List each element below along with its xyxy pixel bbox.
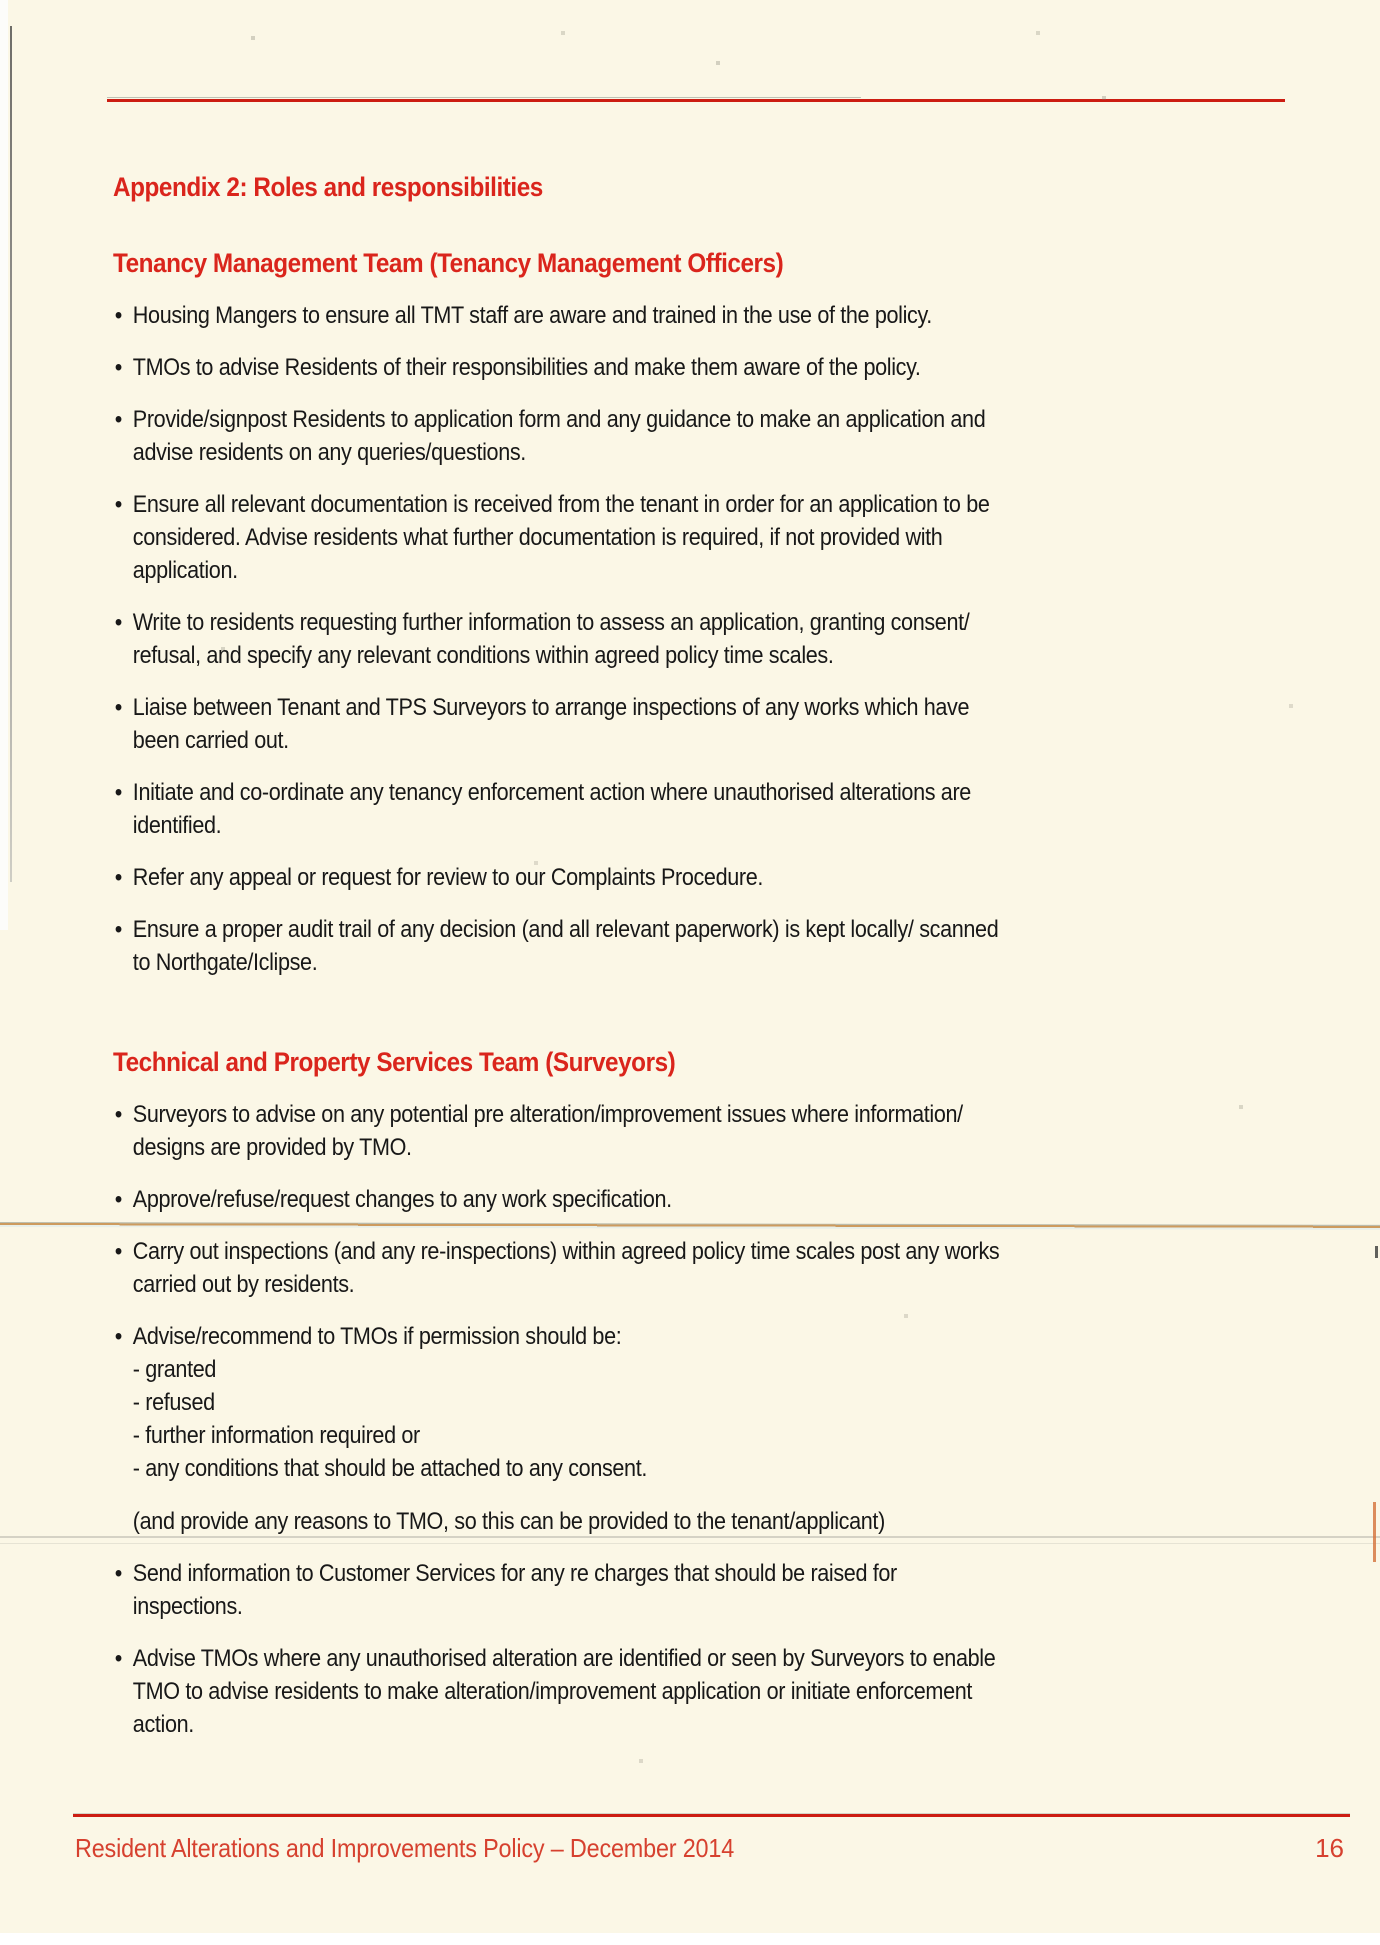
scan-specks — [0, 0, 2, 2]
section-technical-property-services — [113, 1045, 1004, 1741]
sub-item: - further information required or — [132, 1422, 420, 1449]
bullet-item: • TMOs to advise Residents of their responsibilities and make them aware of the policy. — [113, 351, 1004, 384]
bullet-item: • Provide/signpost Residents to application form and any guidance to make an application and advise residents on any queries/questions. — [113, 403, 1004, 469]
footer-rule — [73, 1814, 1350, 1817]
bullet-item: • Write to residents requesting further information to assess an application, granting consent/ refusal, and specify any relevant conditions within agreed policy time scales. — [113, 606, 1004, 672]
sub-item: - granted — [132, 1356, 217, 1383]
section-heading: Tenancy Management Team (Tenancy Management Officers) — [113, 248, 784, 278]
bullet-item: • Refer any appeal or request for review to our Complaints Procedure. — [113, 861, 1004, 894]
section-heading: Technical and Property Services Team (Surveyors) — [113, 1047, 676, 1077]
bullet-item: • Liaise between Tenant and TPS Surveyors to arrange inspections of any works which have been carried out. — [113, 691, 1004, 757]
scan-edge-mark — [1375, 1246, 1378, 1258]
scan-edge-strip — [0, 0, 8, 930]
bullet-item: • Carry out inspections (and any re-inspections) within agreed policy time scales post any works carried out by residents. — [113, 1235, 1004, 1301]
bullet-text: • Advise/recommend to TMOs if permission should be: — [132, 1323, 622, 1350]
bullet-item: • Approve/refuse/request changes to any work specification. — [113, 1183, 1004, 1216]
page-number: 16 — [1315, 1833, 1344, 1863]
scan-edge-sliver — [1373, 1502, 1376, 1562]
bullet-item: • Ensure all relevant documentation is received from the tenant in order for an application to be considered. Advise residents what further documentation is required, if not provided with application. — [113, 488, 1004, 587]
top-rule — [107, 99, 1285, 102]
bullet-note: (and provide any reasons to TMO, so this can be provided to the tenant/applicant) — [132, 1508, 885, 1535]
document-content — [113, 170, 1004, 1741]
bullet-item: • Send information to Customer Services for any re charges that should be raised for inspections. — [113, 1557, 1004, 1623]
bullet-item: • Housing Mangers to ensure all TMT staff are aware and trained in the use of the policy. — [113, 299, 1004, 332]
bullet-item: • Ensure a proper audit trail of any decision (and all relevant paperwork) is kept locally/ scanned to Northgate/Iclipse. — [113, 913, 1004, 979]
sub-item: - refused — [132, 1389, 215, 1416]
bullet-list — [113, 299, 1004, 979]
bullet-item: • Advise TMOs where any unauthorised alteration are identified or seen by Surveyors to enable TMO to advise residents to make alteration/improvement application or initiate enforcement action. — [113, 1642, 1004, 1741]
sub-item: - any conditions that should be attached to any consent. — [132, 1455, 648, 1482]
appendix-title: Appendix 2: Roles and responsibilities — [113, 172, 543, 202]
scan-artifact-vertical-line — [10, 26, 12, 882]
footer-text: Resident Alterations and Improvements Policy – December 2014 — [75, 1833, 735, 1863]
section-tenancy-management — [113, 246, 1004, 979]
bullet-list — [113, 1098, 1004, 1741]
bullet-item: • Initiate and co-ordinate any tenancy enforcement action where unauthorised alterations are identified. — [113, 776, 1004, 842]
bullet-item — [113, 1320, 1004, 1538]
bullet-item: • Surveyors to advise on any potential pre alteration/improvement issues where information/ designs are provided by TMO. — [113, 1098, 1004, 1164]
